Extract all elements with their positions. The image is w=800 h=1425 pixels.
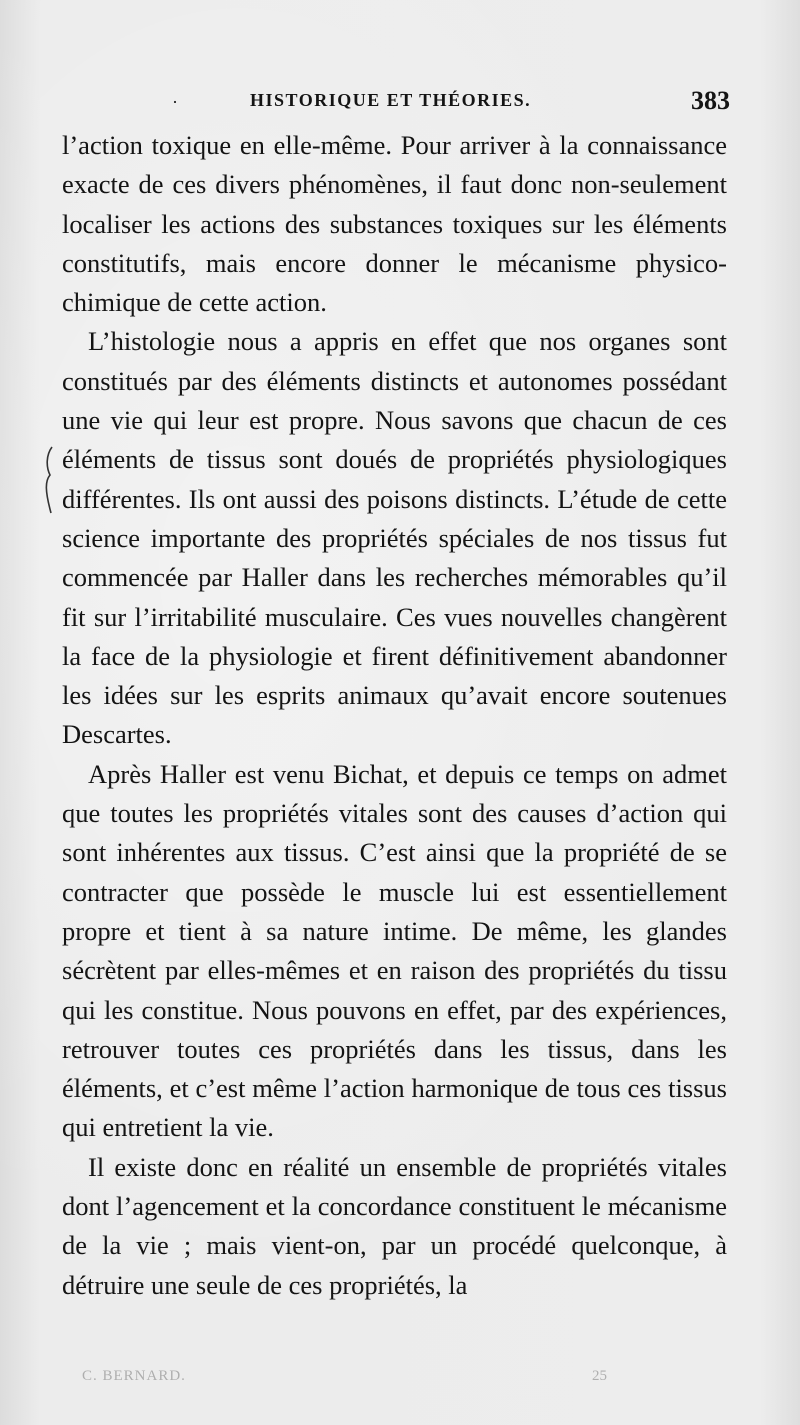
header-dot: · bbox=[172, 92, 178, 112]
paragraph: l’action toxique en elle-même. Pour arriver à la connaissance exacte de ces divers phénomènes, il faut donc non-seulement localiser les actions des substances toxiques sur les éléments constitutifs, mais encore donner le mécanisme physico-chimique de cette action. bbox=[62, 130, 727, 318]
footer-sheet-number: 25 bbox=[592, 1368, 607, 1384]
page-number: 383 bbox=[691, 86, 730, 115]
page-header bbox=[0, 86, 800, 120]
footer-signature: C. BERNARD. bbox=[82, 1368, 186, 1384]
paragraph: Après Haller est venu Bichat, et depuis ce temps on admet que toutes les propriétés vitales sont des causes d’action qui sont inhérentes aux tissus. C’est ainsi que la propriété de se contracter que possède le muscle lui est essentiellement propre et tient à sa nature intime. De même, les glandes sécrètent par elles-mêmes et en raison des propriétés du tissu qui les constitue. Nous pouvons en effet, par des expériences, retrouver toutes ces propriétés dans les tissus, dans les éléments, et c’est même l’action harmonique de tous ces tissus qui entretient la vie. bbox=[62, 758, 727, 1143]
paragraph: Il existe donc en réalité un ensemble de propriétés vitales dont l’agencement et la concordance constituent le mécanisme de la vie ; mais vient-on, par un procédé quelconque, à détruire une seule de ces propriétés, la bbox=[62, 1151, 727, 1300]
running-title: HISTORIQUE ET THÉORIES. bbox=[250, 90, 532, 110]
margin-bracket-icon bbox=[42, 445, 56, 515]
paragraph: L’histologie nous a appris en effet que nos organes sont constitués par des éléments distincts et autonomes possédant une vie qui leur est propre. Nous savons que chacun de ces éléments de tissus sont doués de propriétés physiologiques différentes. Ils ont aussi des poisons distincts. L’étude de cette science importante des propriétés spéciales de nos tissus fut commencée par Haller dans les recherches mémorables qu’il fit sur l’irritabilité musculaire. Ces vues nouvelles changèrent la face de la physiologie et firent définitivement abandonner les idées sur les esprits animaux qu’avait encore soutenues Descartes. bbox=[62, 326, 727, 750]
body-text bbox=[62, 126, 727, 1305]
